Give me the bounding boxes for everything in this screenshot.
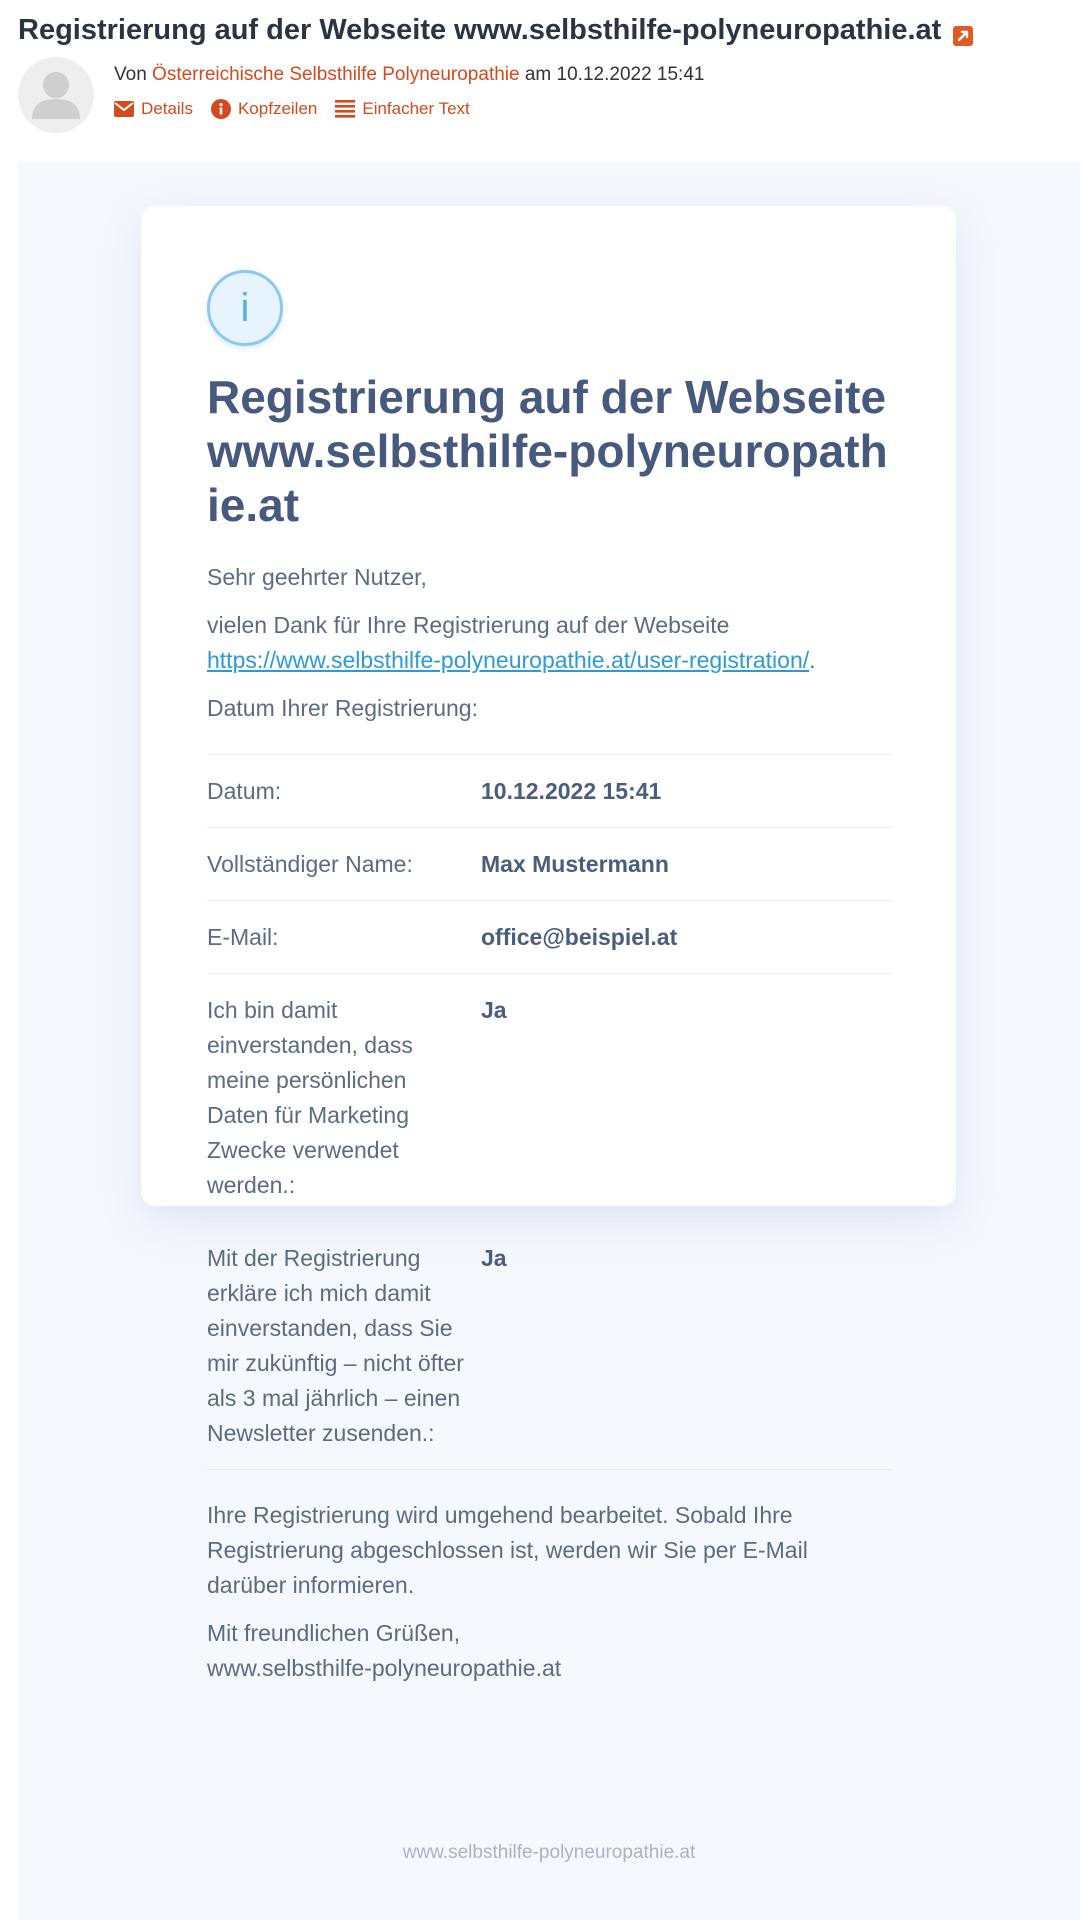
from-prefix: Von bbox=[114, 64, 147, 85]
thanks-text: vielen Dank für Ihre Registrierung auf der Webseite bbox=[207, 612, 730, 638]
field-label: E-Mail: bbox=[207, 924, 279, 950]
mail-date: 10.12.2022 15:41 bbox=[556, 64, 705, 85]
closing-paragraph: Ihre Registrierung wird umgehend bearbeitet. Sobald Ihre Registrierung abgeschlossen ist, werden wir Sie per E-Mail darüber informieren. bbox=[207, 1502, 808, 1598]
details-button[interactable] bbox=[114, 99, 193, 119]
field-row-newsletter-consent bbox=[207, 1222, 892, 1470]
sender-link[interactable]: Österreichische Selbsthilfe Polyneuropathie bbox=[152, 64, 520, 85]
mail-subject-text: Registrierung auf der Webseite www.selbsthilfe-polyneuropathie.at bbox=[18, 14, 942, 46]
from-line bbox=[114, 64, 704, 86]
field-label: Vollständiger Name: bbox=[207, 851, 413, 877]
field-value: Ja bbox=[481, 1245, 507, 1271]
registration-fields bbox=[207, 754, 892, 1470]
card-content bbox=[207, 270, 892, 1686]
card-title: Registrierung auf der Webseite www.selbsthilfe-polyneuropathie.at bbox=[207, 371, 888, 531]
mail-actions bbox=[114, 99, 470, 119]
lines-icon bbox=[335, 100, 355, 118]
info-icon bbox=[207, 270, 283, 346]
field-row-name bbox=[207, 828, 892, 901]
headers-label: Kopfzeilen bbox=[237, 99, 318, 118]
regards-line-2: www.selbsthilfe-polyneuropathie.at bbox=[207, 1655, 562, 1681]
mail-footer: www.selbsthilfe-polyneuropathie.at bbox=[402, 1842, 696, 1863]
greeting: Sehr geehrter Nutzer, bbox=[207, 564, 427, 590]
thanks-paragraph bbox=[207, 608, 892, 678]
regards-line-1: Mit freundlichen Grüßen, bbox=[207, 1620, 461, 1646]
info-circle-icon bbox=[211, 99, 231, 119]
mail-body bbox=[18, 162, 1080, 1920]
field-value: office@beispiel.at bbox=[481, 924, 678, 950]
thanks-end: . bbox=[809, 647, 816, 673]
plain-text-label: Einfacher Text bbox=[362, 99, 470, 118]
external-link-icon[interactable] bbox=[953, 21, 973, 41]
person-icon bbox=[18, 57, 94, 133]
field-label: Mit der Registrierung erkläre ich mich damit einverstanden, dass Sie mir zukünftig – nicht öfter als 3 mal jährlich – einen Newsletter zusenden.: bbox=[207, 1245, 464, 1446]
field-row-marketing-consent bbox=[207, 974, 892, 1222]
field-row-date bbox=[207, 755, 892, 828]
plain-text-button[interactable] bbox=[335, 99, 469, 119]
details-label: Details bbox=[141, 99, 193, 118]
mail-subject bbox=[18, 14, 973, 47]
avatar bbox=[18, 57, 94, 133]
field-label: Ich bin damit einverstanden, dass meine persönlichen Daten für Marketing Zwecke verwendet werden.: bbox=[207, 997, 413, 1198]
field-row-email bbox=[207, 901, 892, 974]
info-icon-glyph: i bbox=[240, 285, 250, 330]
field-value: Ja bbox=[481, 997, 507, 1023]
headers-button[interactable] bbox=[211, 99, 317, 119]
field-value: Max Mustermann bbox=[481, 851, 669, 877]
envelope-icon bbox=[114, 101, 134, 117]
registration-link[interactable]: https://www.selbsthilfe-polyneuropathie.at/user-registration/ bbox=[207, 647, 810, 673]
message-card bbox=[141, 206, 956, 1681]
date-prefix: am bbox=[524, 64, 552, 85]
date-intro: Datum Ihrer Registrierung: bbox=[207, 695, 478, 721]
field-label: Datum: bbox=[207, 778, 282, 804]
mail-header bbox=[0, 0, 1083, 160]
regards-paragraph bbox=[207, 1616, 892, 1686]
field-value: 10.12.2022 15:41 bbox=[481, 778, 662, 804]
